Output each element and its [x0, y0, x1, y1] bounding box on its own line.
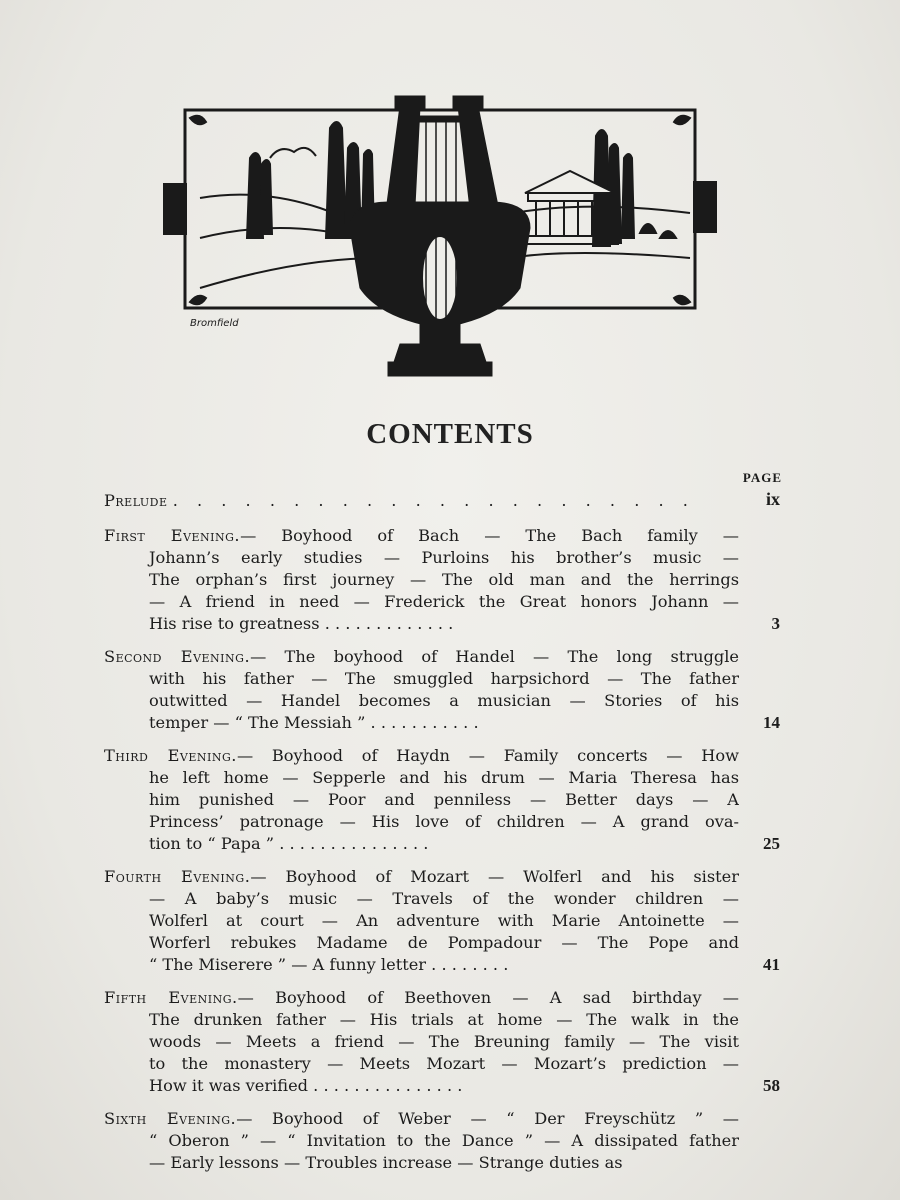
toc-page-number: 41	[763, 955, 780, 974]
toc-line-text: — A friend in need — Frederick the Great honors Johann —	[149, 592, 739, 611]
toc-line	[104, 1053, 739, 1075]
toc-line-text: . . . . . . . . . . . . . . . . . . . . . .	[172, 491, 695, 510]
toc-line-text: The orphan’s first journey — The old man and the herrings	[149, 570, 739, 589]
toc-line	[104, 745, 739, 767]
toc-line-text: — Boyhood of Haydn — Family concerts — How	[236, 746, 739, 765]
toc-line	[104, 591, 739, 613]
toc-line	[104, 525, 739, 547]
toc-line	[104, 490, 739, 512]
toc-line	[104, 712, 739, 734]
toc-entry	[104, 745, 784, 855]
toc-line-text: The drunken father — His trials at home — The walk in the	[149, 1010, 739, 1029]
toc-line-text: temper — “ The Messiah ” . . . . . . . . . . .	[149, 713, 479, 732]
toc-line	[104, 690, 739, 712]
right-frame-tab	[694, 182, 716, 232]
lyre-landscape-illustration	[150, 88, 730, 388]
toc-entry	[104, 646, 784, 734]
left-frame-tab	[164, 184, 186, 234]
toc-line	[104, 646, 739, 668]
toc-line	[104, 1031, 739, 1053]
toc-line-text: Wolferl at court — An adventure with Marie Antoinette —	[149, 911, 739, 930]
toc-line-text: — Early lessons — Troubles increase — Strange duties as	[149, 1153, 623, 1172]
toc-line-text: His rise to greatness . . . . . . . . . . . . .	[149, 614, 454, 633]
toc-page-number: 58	[763, 1076, 780, 1095]
toc-line-text: Johann’s early studies — Purloins his brother’s music —	[149, 548, 739, 567]
toc-line	[104, 569, 739, 591]
page-column-label: PAGE	[742, 470, 782, 485]
toc-line	[104, 668, 739, 690]
lyre	[350, 96, 530, 376]
toc-line	[104, 1009, 739, 1031]
toc-line-text: “ Oberon ” — “ Invitation to the Dance ” — A dissipated father	[149, 1131, 739, 1150]
toc-line-text: with his father — The smuggled harpsichord — The father	[149, 669, 739, 688]
toc-line	[104, 1130, 739, 1152]
toc-heading: Prelude	[104, 491, 168, 510]
toc-page-number: ix	[765, 489, 780, 509]
toc-line	[104, 1152, 739, 1174]
toc-line-text: — The boyhood of Handel — The long struggle	[250, 647, 739, 666]
toc-line	[104, 932, 739, 954]
toc-line-text: outwitted — Handel becomes a musician — Stories of his	[149, 691, 739, 710]
toc-line-text: — Boyhood of Bach — The Bach family —	[240, 526, 739, 545]
toc-line	[104, 547, 739, 569]
toc-line-text: — A baby’s music — Travels of the wonder children —	[149, 889, 739, 908]
toc-line	[104, 1075, 739, 1097]
toc-line	[104, 789, 739, 811]
toc-heading: Second Evening.	[104, 647, 251, 666]
toc-line-text: him punished — Poor and penniless — Better days — A	[149, 790, 739, 809]
toc-line	[104, 866, 739, 888]
toc-line	[104, 954, 739, 976]
toc-line	[104, 833, 739, 855]
toc-line-text: — Boyhood of Beethoven — A sad birthday —	[237, 988, 739, 1007]
toc-line-text: woods — Meets a friend — The Breuning family — The visit	[149, 1032, 739, 1051]
toc-line-text: Worferl rebukes Madame de Pompadour — The Pope and	[149, 933, 739, 952]
toc-line-text: to the monastery — Meets Mozart — Mozart’s prediction —	[149, 1054, 739, 1073]
toc-heading: Third Evening.	[104, 746, 237, 765]
toc-line	[104, 613, 739, 635]
toc-line	[104, 888, 739, 910]
toc-page-number: 25	[763, 834, 780, 853]
toc-line-text: tion to “ Papa ” . . . . . . . . . . . . . . .	[149, 834, 429, 853]
table-of-contents	[104, 490, 784, 1185]
page-title: CONTENTS	[366, 418, 534, 450]
toc-line-text: — Boyhood of Mozart — Wolferl and his sister	[250, 867, 739, 886]
toc-line-text: Princess’ patronage — His love of children — A grand ova-	[149, 812, 739, 831]
toc-entry	[104, 866, 784, 976]
toc-page-number: 14	[763, 713, 780, 732]
toc-line	[104, 910, 739, 932]
toc-line	[104, 811, 739, 833]
toc-heading: Sixth Evening.	[104, 1109, 237, 1128]
toc-entry	[104, 525, 784, 635]
toc-heading: Fifth Evening.	[104, 988, 238, 1007]
toc-page-number: 3	[771, 614, 780, 633]
toc-line	[104, 1108, 739, 1130]
toc-line-text: “ The Miserere ” — A funny letter . . . . . . . .	[149, 955, 509, 974]
toc-line-text: he left home — Sepperle and his drum — Maria Theresa has	[149, 768, 739, 787]
toc-line-text: — Boyhood of Weber — “ Der Freyschütz ” —	[236, 1109, 739, 1128]
toc-entry	[104, 490, 784, 512]
toc-heading: First Evening.	[104, 526, 241, 545]
toc-entry	[104, 1108, 784, 1174]
toc-line	[104, 767, 739, 789]
toc-line	[104, 987, 739, 1009]
artist-signature: Bromfield	[190, 318, 239, 329]
toc-entry	[104, 987, 784, 1097]
toc-heading: Fourth Evening.	[104, 867, 251, 886]
toc-line-text: How it was verified . . . . . . . . . . . . . . .	[149, 1076, 463, 1095]
